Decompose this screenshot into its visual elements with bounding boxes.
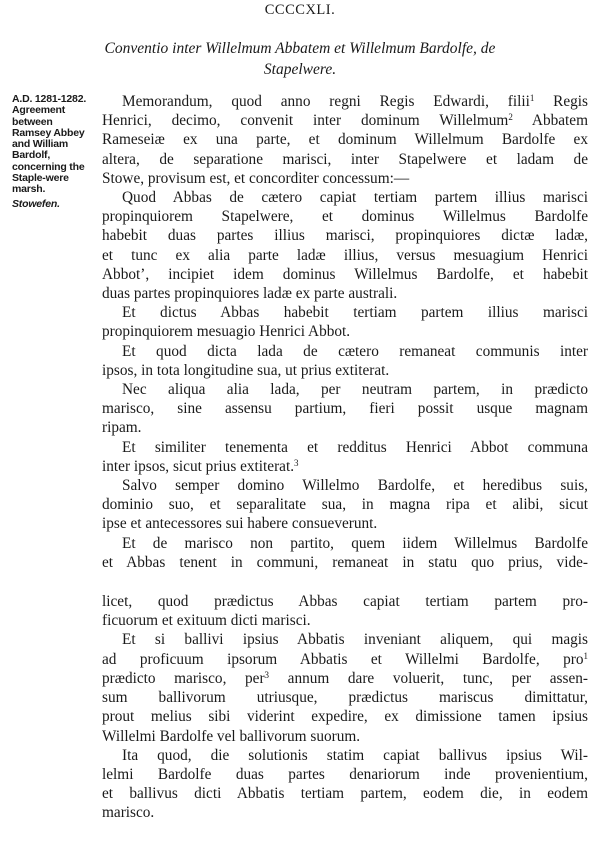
text-line: lelmi Bardolfe duas partes denariorum inde provenientium, [102,765,588,783]
text-line: et Abbas tenent in communi, remaneat in statu quo prius, vide- [102,553,588,571]
text-line: Salvo semper domino Willelmo Bardolfe, et heredibus suis, [122,477,588,495]
paragraph-quod-abbas [102,188,588,303]
text-line: propinquiorem Stapelwere, et dominus Willelmus Bardolfe [102,208,588,226]
page-gap [102,572,588,592]
footnote-mark: 1 [529,93,535,103]
text-line: Henrici, decimo, convenit inter dominum Willelmum$^2$ Abbatem [102,112,588,130]
paragraph-et-similiter [102,438,588,476]
footnote-mark: 3 [294,457,299,468]
paragraph-et-dictus [102,303,588,341]
paragraph-nec-aliqua [102,380,588,438]
text-line: prædicto marisco, per$^3$ annum dare voluerit, tunc, per assen- [102,669,588,687]
text-line: Rameseiæ ex una parte, et dominum Willelmum Bardolfe ex [102,131,588,149]
text-line: inter ipsos, sicut prius extiterat.$^3$ [102,457,299,475]
text-line: Et de marisco non partito, quem iidem Willelmus Bardolfe [122,534,588,552]
paragraph-et-si-ballivi [102,630,588,745]
text-line: Ita quod, die solutionis statim capiat ballivus ipsius Wil- [122,746,588,764]
charter-title: Conventio inter Willelmum Abbatem et Willelmum Bardolfe, de Stapelwere. [104,40,496,78]
footnote-mark: 2 [508,112,513,123]
text-line: Nec aliqua alia lada, per neutram partem, in prædicto [122,381,588,399]
text-line: ficuorum et exituum dicti marisci. [102,612,311,630]
text-line: Et similiter tenementa et redditus Henrici Abbot communa [122,438,588,456]
text-line: Et quod dicta lada de cætero remaneat communis inter [122,342,588,360]
text-line: ad proficuum ipsorum Abbatis et Willelmi Bardolfe, pro$^1$ [102,650,588,668]
text-line: propinquiorem mesuagio Henrici Abbot. [102,323,351,341]
text-line: Et si ballivi ipsius Abbatis inveniant aliquem, qui magis [122,631,588,649]
margin-place: Stowefen. [12,197,60,210]
paragraph-et-quod [102,342,588,380]
margin-date: A.D. 1281-1282. [12,93,87,105]
paragraph-videlicet [102,592,588,630]
footnote-mark: 1 [583,650,588,661]
charter-body [102,92,588,823]
text-line: Willelmi Bardolfe vel ballivorum suorum. [102,727,361,745]
text-line: licet, quod prædictus Abbas capiat tertiam partem pro- [102,593,588,611]
paragraph-ita-quod [102,746,588,823]
text-line: marisco, sine assensu partium, fieri possit usque magnam [102,400,588,418]
text-line: habebit duas partes illius marisci, propinquiores dictæ ladæ, [102,227,588,245]
text-line: Stowe, provisum est, et concorditer concessum:— [102,169,410,187]
text-line: Et dictus Abbas habebit tertiam partem illius marisci [122,304,588,322]
text-line: duas partes propinquiores ladæ ex parte australi. [102,285,398,303]
paragraph-memorandum [102,92,588,188]
text-line: ipse et antecessores sui habere consueverunt. [102,515,378,533]
text-line: dominio suo, et separalitate sua, in magna ripa et alibi, sicut [102,496,588,514]
charter-number: CCCCXLI. [264,2,336,18]
footnote-mark: 3 [264,669,270,680]
text-line: et tunc ex alia parte ladæ illius, versus mesuagium Henrici [102,246,588,264]
text-line: sum ballivorum utriusque, prædictus mariscus dimittatur, [102,689,588,707]
text-line: Memorandum, quod anno regni Regis Edwardi, filii$^1$ Regis [122,93,589,110]
text-line: et ballivus dicti Abbatis tertiam partem, eodem die, in eodem [102,785,588,803]
text-line: marisco. [102,804,155,822]
margin-summary: Agreement between Ramsey Abbey and William Bardolf, concerning the Staple-were marsh. [12,104,85,196]
text-line: Quod Abbas de cætero capiat tertiam partem illius marisci [122,189,588,207]
text-line: altera, de separatione marisci, inter Stapelwere et ladam de [102,150,588,168]
paragraph-salvo [102,476,588,534]
margin-note [12,94,94,210]
text-line: prout melius sibi viderint expedire, ex dimissione tamen ipsius [102,708,588,726]
paragraph-et-de-marisco [102,534,588,572]
text-line: ipsos, in tota longitudine sua, ut prius extiterat. [102,361,390,379]
text-line: Abbot’, incipiet idem dominus Willelmus Bardolfe, et habebit [102,265,588,283]
text-line: ripam. [102,419,142,437]
